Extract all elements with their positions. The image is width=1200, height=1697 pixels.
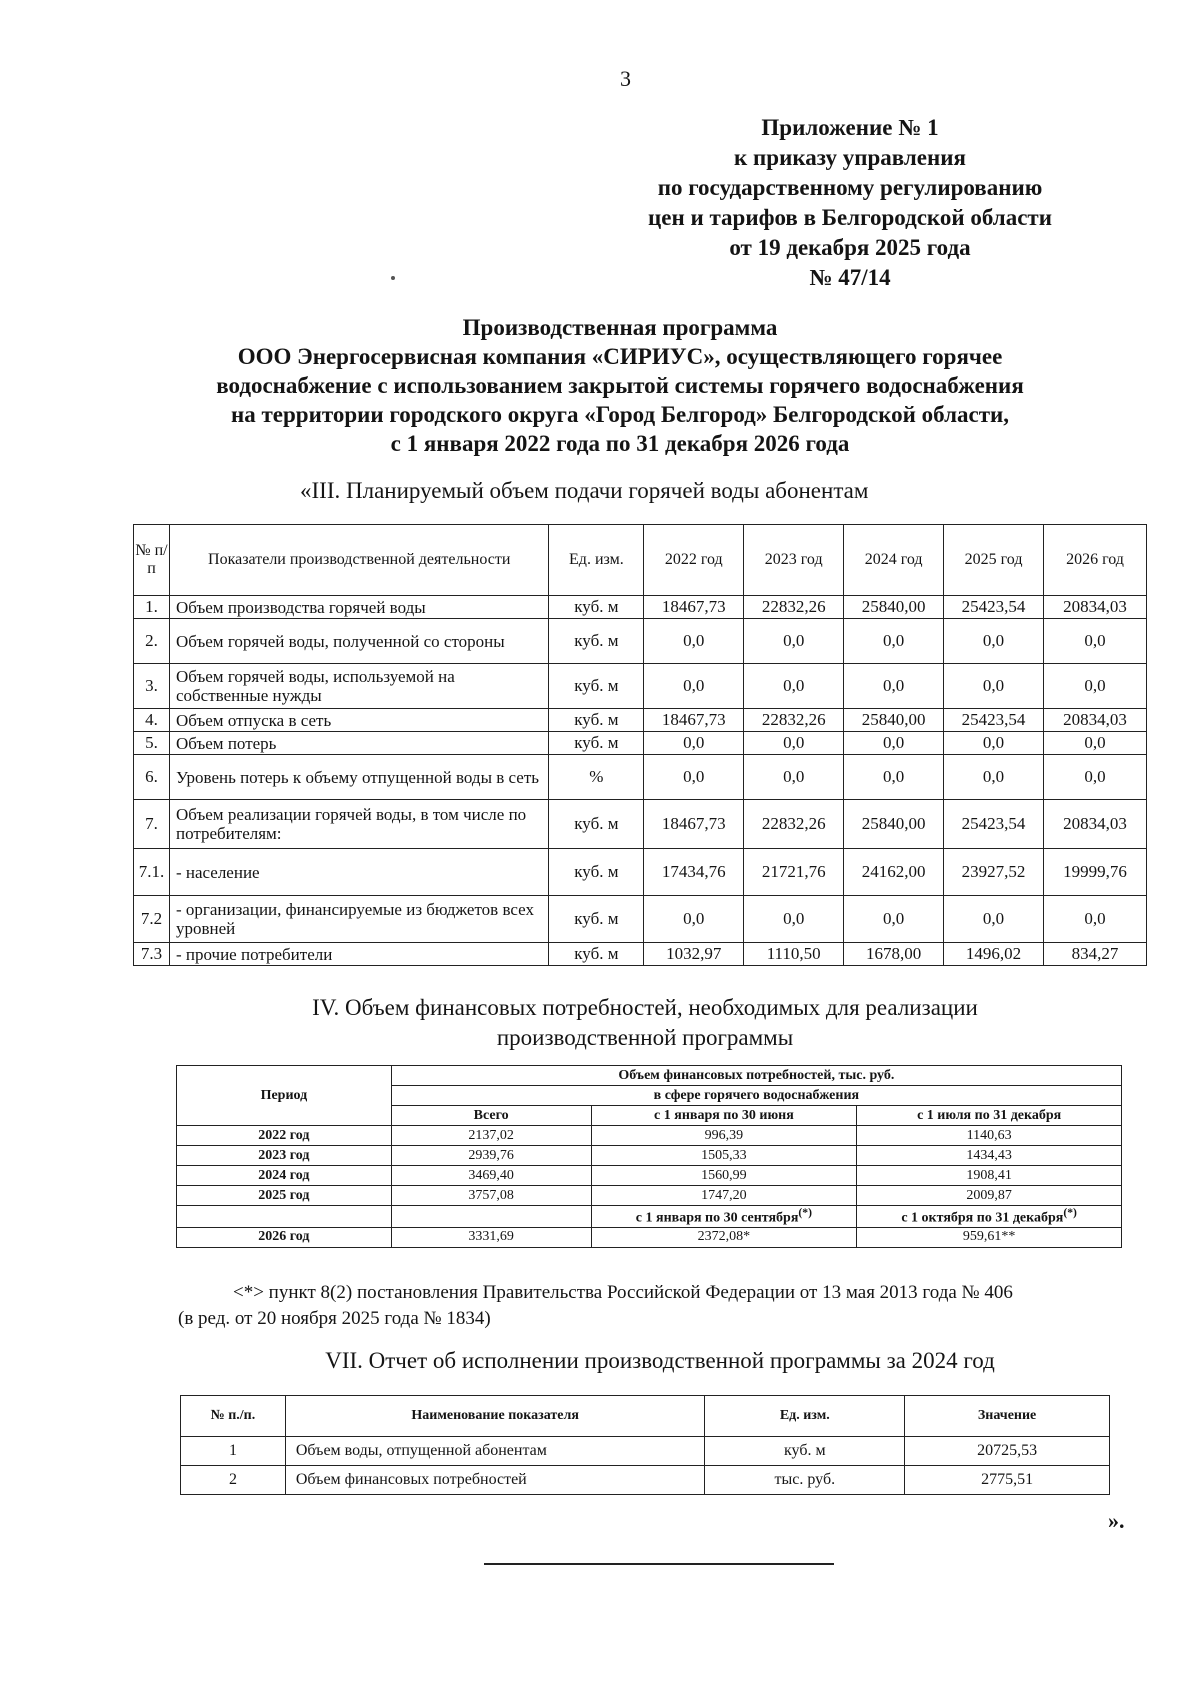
table-header-row	[134, 525, 1147, 596]
bottom-rule	[484, 1563, 834, 1565]
table-row	[177, 1186, 1122, 1206]
row-number: 2.	[134, 619, 170, 664]
row-unit: куб. м	[549, 943, 644, 966]
period-cell: 2025 год	[177, 1186, 392, 1206]
value-cell: 18467,73	[644, 709, 744, 732]
appendix-line: № 47/14	[809, 265, 891, 290]
footnote-line: <*> пункт 8(2) постановления Правительства Российской Федерации от 13 мая 2013 года № 406	[233, 1282, 1013, 1303]
value-cell: 0,0	[644, 896, 744, 943]
footnote-line: (в ред. от 20 ноября 2025 года № 1834)	[178, 1308, 491, 1329]
appendix-line: к приказу управления	[734, 145, 966, 170]
value-cell: 20834,03	[1044, 596, 1147, 619]
value-cell: 22832,26	[744, 709, 844, 732]
table-row	[134, 596, 1147, 619]
value-cell: 0,0	[844, 896, 944, 943]
water-supply-table	[133, 524, 1147, 966]
footnote-mark: (*)	[1063, 1206, 1077, 1219]
period-2026-a-header	[591, 1206, 857, 1228]
value-cell: 24162,00	[844, 849, 944, 896]
table-row	[177, 1146, 1122, 1166]
value-cell: 0,0	[944, 896, 1044, 943]
value-cell: 25840,00	[844, 596, 944, 619]
period-header: Период	[177, 1066, 392, 1126]
col-header: № п./п.	[181, 1396, 286, 1437]
value-cell: 25840,00	[844, 800, 944, 849]
col-header: № п/п	[134, 525, 170, 596]
row-unit: куб. м	[549, 619, 644, 664]
row-name: Объем горячей воды, полученной со стороны	[169, 619, 548, 664]
first-half-cell: 996,39	[591, 1126, 857, 1146]
row-name: Объем горячей воды, используемой на собственные нужды	[169, 664, 548, 709]
appendix-line: Приложение № 1	[761, 115, 939, 140]
value-cell: 25423,54	[944, 596, 1044, 619]
second-half-cell: 2009,87	[857, 1186, 1122, 1206]
table-row	[181, 1466, 1110, 1495]
row-unit: куб. м	[705, 1437, 905, 1466]
row-value: 20725,53	[905, 1437, 1110, 1466]
col-header: 2026 год	[1044, 525, 1147, 596]
value-cell: 0,0	[1044, 755, 1147, 800]
appendix-line: от 19 декабря 2025 года	[729, 235, 971, 260]
table-row	[134, 849, 1147, 896]
row-number: 6.	[134, 755, 170, 800]
value-cell: 0,0	[1044, 896, 1147, 943]
value-cell: 1678,00	[844, 943, 944, 966]
report-table	[180, 1395, 1110, 1495]
table-row	[134, 619, 1147, 664]
total-cell: 3757,08	[391, 1186, 591, 1206]
row-number: 5.	[134, 732, 170, 755]
value-cell: 25423,54	[944, 709, 1044, 732]
period-cell: 2024 год	[177, 1166, 392, 1186]
title-line: Производственная программа	[462, 315, 778, 340]
table-row	[134, 664, 1147, 709]
table-row	[134, 709, 1147, 732]
sub-header: в сфере горячего водоснабжения	[391, 1086, 1121, 1106]
value-cell: 0,0	[844, 755, 944, 800]
value-cell: 0,0	[844, 619, 944, 664]
total-header: Всего	[391, 1106, 591, 1126]
row-number: 7.	[134, 800, 170, 849]
value-cell: 0,0	[644, 755, 744, 800]
row-name: Уровень потерь к объему отпущенной воды в сеть	[169, 755, 548, 800]
value-cell: 1110,50	[744, 943, 844, 966]
title-line: на территории городского округа «Город Белгород» Белгородской области,	[230, 402, 1009, 427]
value-cell: 23927,52	[944, 849, 1044, 896]
value-cell: 22832,26	[744, 800, 844, 849]
value-cell: 21721,76	[744, 849, 844, 896]
section7-title: VII. Отчет об исполнении производственной программы за 2024 год	[325, 1348, 995, 1373]
row-unit: куб. м	[549, 709, 644, 732]
second-half-header: с 1 июля по 31 декабря	[857, 1106, 1122, 1126]
appendix-line: по государственному регулированию	[657, 175, 1043, 200]
col-header: 2023 год	[744, 525, 844, 596]
table-row	[134, 943, 1147, 966]
value-cell: 25840,00	[844, 709, 944, 732]
value-cell: 18467,73	[644, 800, 744, 849]
title-line: с 1 января 2022 года по 31 декабря 2026 года	[390, 431, 850, 456]
value-cell: 0,0	[944, 619, 1044, 664]
col-header: Ед. изм.	[705, 1396, 905, 1437]
value-cell: 20834,03	[1044, 709, 1147, 732]
row-unit: куб. м	[549, 732, 644, 755]
row-unit: куб. м	[549, 664, 644, 709]
value-cell: 1496,02	[944, 943, 1044, 966]
value-cell: 0,0	[644, 732, 744, 755]
row-name: - прочие потребители	[169, 943, 548, 966]
value-cell: 0,0	[744, 664, 844, 709]
section3-title: «III. Планируемый объем подачи горячей воды абонентам	[300, 478, 869, 503]
value-cell: 0,0	[844, 664, 944, 709]
row-name: Объем реализации горячей воды, в том числе по потребителям:	[169, 800, 548, 849]
value-cell: 0,0	[644, 619, 744, 664]
stray-dot	[391, 276, 395, 280]
first-half-header: с 1 января по 30 июня	[591, 1106, 857, 1126]
first-half-cell: 1560,99	[591, 1166, 857, 1186]
table-row	[134, 896, 1147, 943]
value-cell: 834,27	[1044, 943, 1147, 966]
row-value: 2775,51	[905, 1466, 1110, 1495]
value-cell: 19999,76	[1044, 849, 1147, 896]
second-half-cell: 1434,43	[857, 1146, 1122, 1166]
col-header: 2022 год	[644, 525, 744, 596]
appendix-header	[610, 113, 1090, 293]
period-cell: 2026 год	[177, 1227, 392, 1247]
row-name: - население	[169, 849, 548, 896]
value-cell: 0,0	[744, 896, 844, 943]
value-cell: 0,0	[944, 732, 1044, 755]
section4-title-line: производственной программы	[496, 1025, 794, 1050]
title-line: водоснабжение с использованием закрытой системы горячего водоснабжения	[216, 373, 1024, 398]
period-2026-b-label: с 1 октября по 31 декабря	[901, 1210, 1064, 1226]
row-unit: куб. м	[549, 849, 644, 896]
value-cell: 1032,97	[644, 943, 744, 966]
value-cell: 17434,76	[644, 849, 744, 896]
row-number: 1.	[134, 596, 170, 619]
table-row	[134, 755, 1147, 800]
table-row	[181, 1437, 1110, 1466]
appendix-line: цен и тарифов в Белгородской области	[648, 205, 1052, 230]
first-half-cell: 1747,20	[591, 1186, 857, 1206]
row-unit: %	[549, 755, 644, 800]
table-row	[177, 1227, 1122, 1247]
col-header: Показатели производственной деятельности	[169, 525, 548, 596]
table-row	[177, 1166, 1122, 1186]
value-cell: 0,0	[744, 619, 844, 664]
table-row	[177, 1126, 1122, 1146]
row-unit: куб. м	[549, 596, 644, 619]
col-header: Ед. изм.	[549, 525, 644, 596]
value-cell: 0,0	[1044, 619, 1147, 664]
row-name: - организации, финансируемые из бюджетов всех уровней	[169, 896, 548, 943]
row-name: Объем воды, отпущенной абонентам	[285, 1437, 705, 1466]
row-unit: куб. м	[549, 800, 644, 849]
row-number: 7.1.	[134, 849, 170, 896]
main-header: Объем финансовых потребностей, тыс. руб.	[391, 1066, 1121, 1086]
page-number: 3	[620, 66, 631, 91]
col-header: 2024 год	[844, 525, 944, 596]
row-number: 3.	[134, 664, 170, 709]
value-cell: 0,0	[744, 755, 844, 800]
first-period-cell: 2372,08*	[591, 1227, 857, 1247]
footnote-mark: (*)	[798, 1206, 813, 1219]
col-header: Значение	[905, 1396, 1110, 1437]
total-cell: 3469,40	[391, 1166, 591, 1186]
period-2026-a-label: с 1 января по 30 сентября	[635, 1210, 799, 1226]
col-header: 2025 год	[944, 525, 1044, 596]
value-cell: 0,0	[1044, 732, 1147, 755]
row-number: 1	[181, 1437, 286, 1466]
row-number: 7.3	[134, 943, 170, 966]
value-cell: 22832,26	[744, 596, 844, 619]
row-unit: куб. м	[549, 896, 644, 943]
table-row	[134, 732, 1147, 755]
financial-needs-table	[176, 1065, 1122, 1248]
value-cell: 0,0	[944, 755, 1044, 800]
value-cell: 0,0	[1044, 664, 1147, 709]
row-unit: тыс. руб.	[705, 1466, 905, 1495]
row-name: Объем производства горячей воды	[169, 596, 548, 619]
program-title	[130, 313, 1110, 458]
period-cell: 2023 год	[177, 1146, 392, 1166]
section4-title-line: IV. Объем финансовых потребностей, необходимых для реализации	[312, 995, 978, 1020]
col-header: Наименование показателя	[285, 1396, 705, 1437]
period-2026-b-header	[857, 1206, 1122, 1228]
second-half-cell: 1140,63	[857, 1126, 1122, 1146]
closing-quote: ».	[1108, 1508, 1125, 1533]
row-name: Объем потерь	[169, 732, 548, 755]
title-line: ООО Энергосервисная компания «СИРИУС», осуществляющего горячее	[237, 344, 1003, 369]
row-number: 2	[181, 1466, 286, 1495]
first-half-cell: 1505,33	[591, 1146, 857, 1166]
value-cell: 25423,54	[944, 800, 1044, 849]
total-cell: 3331,69	[391, 1227, 591, 1247]
total-cell: 2137,02	[391, 1126, 591, 1146]
value-cell: 0,0	[644, 664, 744, 709]
value-cell: 0,0	[944, 664, 1044, 709]
value-cell: 0,0	[744, 732, 844, 755]
period-cell: 2022 год	[177, 1126, 392, 1146]
row-number: 4.	[134, 709, 170, 732]
second-half-cell: 1908,41	[857, 1166, 1122, 1186]
table-header-row	[181, 1396, 1110, 1437]
value-cell: 20834,03	[1044, 800, 1147, 849]
second-period-cell: 959,61**	[857, 1227, 1122, 1247]
value-cell: 0,0	[844, 732, 944, 755]
table-row	[134, 800, 1147, 849]
total-cell: 2939,76	[391, 1146, 591, 1166]
row-name: Объем финансовых потребностей	[285, 1466, 705, 1495]
section4-title	[210, 993, 1080, 1053]
footnote	[178, 1280, 1138, 1332]
row-number: 7.2	[134, 896, 170, 943]
row-name: Объем отпуска в сеть	[169, 709, 548, 732]
value-cell: 18467,73	[644, 596, 744, 619]
